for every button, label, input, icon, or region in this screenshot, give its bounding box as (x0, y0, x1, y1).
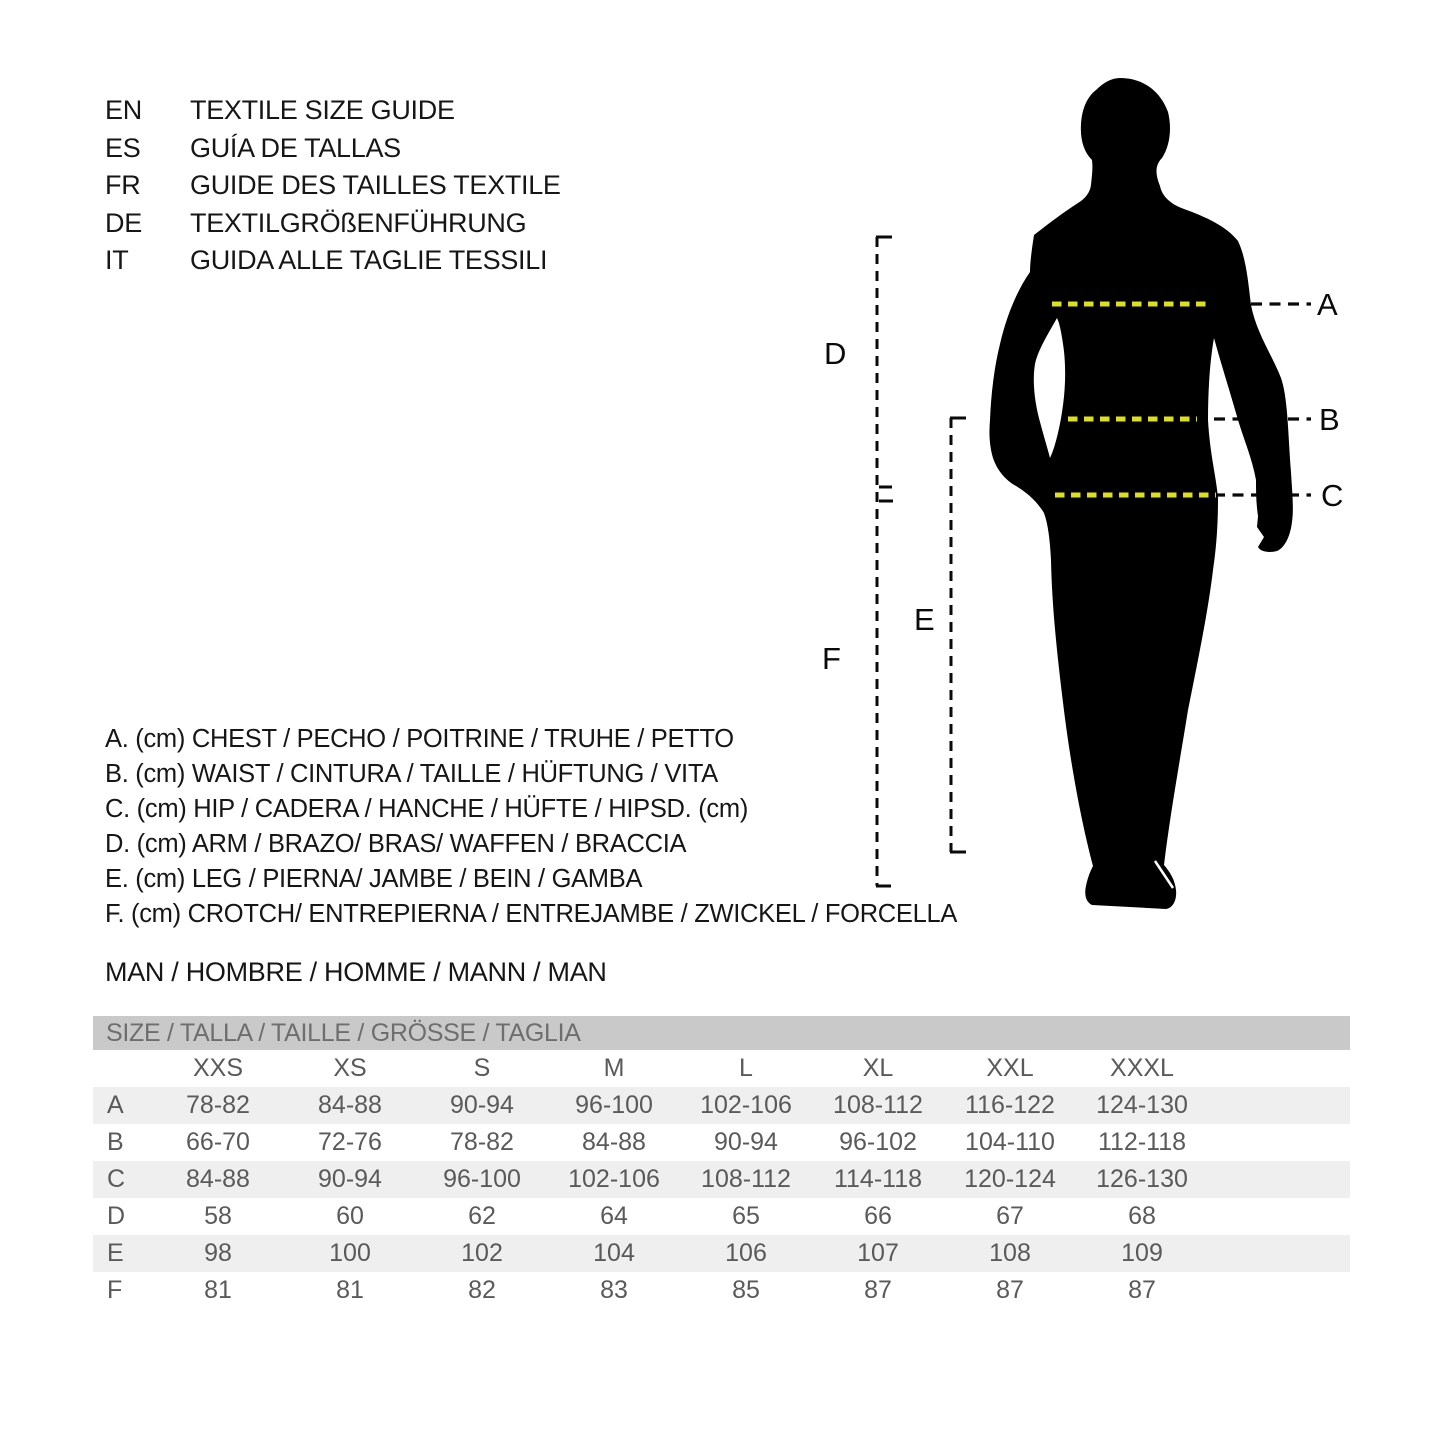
size-value: 60 (336, 1202, 364, 1230)
size-value: 62 (468, 1202, 496, 1230)
vertical-measure-lines (876, 237, 966, 886)
language-code: IT (105, 245, 129, 276)
size-value: 78-82 (186, 1091, 250, 1119)
size-value: 120-124 (964, 1165, 1056, 1193)
size-value: 85 (732, 1276, 760, 1304)
size-value: 108-112 (701, 1165, 791, 1193)
guide-title: GUÍA DE TALLAS (190, 132, 401, 163)
table-row (93, 1198, 1350, 1235)
row-label: F (107, 1276, 123, 1304)
size-value: 84-88 (582, 1128, 646, 1156)
size-value: 100 (329, 1239, 371, 1267)
measure-line: D. (cm) ARM / BRAZO/ BRAS/ WAFFEN / BRACCIA (105, 830, 687, 858)
label-chest: A (1317, 287, 1338, 322)
size-value: 87 (1128, 1276, 1156, 1304)
size-value: 81 (336, 1276, 364, 1304)
size-value: 72-76 (318, 1128, 382, 1156)
label-leg: E (914, 602, 935, 637)
size-table-body (93, 1087, 1350, 1309)
size-value: 102 (461, 1239, 503, 1267)
table-row (93, 1087, 1350, 1124)
size-value: 102-106 (700, 1091, 792, 1119)
table-row (93, 1272, 1350, 1309)
size-value: 64 (600, 1202, 628, 1230)
size-value: 112-118 (1097, 1128, 1187, 1156)
label-waist: B (1319, 402, 1340, 437)
size-column-header: S (473, 1054, 491, 1082)
size-value: 81 (204, 1276, 232, 1304)
table-row (93, 1235, 1350, 1272)
size-column-header: M (603, 1054, 625, 1082)
size-column-header: XXS (192, 1054, 244, 1082)
size-column-header: L (739, 1054, 753, 1082)
size-value: 96-102 (839, 1128, 917, 1156)
size-value: 109 (1121, 1239, 1163, 1267)
size-value: 78-82 (450, 1128, 514, 1156)
gender-line: MAN / HOMBRE / HOMME / MANN / MAN (105, 957, 607, 987)
measure-line: F. (cm) CROTCH/ ENTREPIERNA / ENTREJAMBE / ZWICKEL / FORCELLA (105, 900, 958, 928)
size-value: 87 (996, 1276, 1024, 1304)
size-value: 68 (1128, 1202, 1156, 1230)
row-label: B (107, 1128, 124, 1156)
size-value: 114-118 (833, 1165, 923, 1193)
guide-title: GUIDE DES TAILLES TEXTILE (190, 170, 561, 201)
guide-title: GUIDA ALLE TAGLIE TESSILI (190, 245, 548, 276)
language-code: ES (105, 132, 141, 163)
row-label: D (107, 1202, 126, 1230)
size-value: 83 (600, 1276, 628, 1304)
size-value: 108-112 (833, 1091, 923, 1119)
size-value: 124-130 (1096, 1091, 1188, 1119)
size-value: 102-106 (568, 1165, 660, 1193)
table-row (93, 1161, 1350, 1198)
language-code: EN (105, 95, 142, 126)
size-value: 108 (989, 1239, 1031, 1267)
size-table (93, 1016, 1350, 1309)
size-value: 65 (732, 1202, 760, 1230)
size-value: 126-130 (1096, 1165, 1188, 1193)
size-value: 98 (204, 1239, 232, 1267)
language-code: FR (105, 170, 141, 201)
size-value: 84-88 (318, 1091, 382, 1119)
label-hip: C (1321, 478, 1344, 513)
size-value: 58 (204, 1202, 232, 1230)
size-value: 84-88 (186, 1165, 250, 1193)
size-value: 106 (725, 1239, 767, 1267)
size-value: 66 (864, 1202, 892, 1230)
row-label: C (107, 1165, 126, 1193)
size-value: 104-110 (965, 1128, 1055, 1156)
guide-title: TEXTILGRÖßENFÜHRUNG (190, 207, 527, 238)
measure-line: E. (cm) LEG / PIERNA/ JAMBE / BEIN / GAMBA (105, 865, 643, 893)
measure-line: A. (cm) CHEST / PECHO / POITRINE / TRUHE / PETTO (105, 725, 734, 753)
size-table-header-row (93, 1050, 1350, 1087)
size-column-header: XS (333, 1054, 367, 1082)
size-table-title: SIZE / TALLA / TAILLE / GRÖSSE / TAGLIA (93, 1016, 1350, 1050)
size-value: 96-100 (575, 1091, 653, 1119)
size-value: 107 (857, 1239, 899, 1267)
measure-line: B. (cm) WAIST / CINTURA / TAILLE / HÜFTUNG / VITA (105, 760, 718, 788)
size-value: 82 (468, 1276, 496, 1304)
size-value: 90-94 (450, 1091, 514, 1119)
size-value: 90-94 (714, 1128, 778, 1156)
size-value: 90-94 (318, 1165, 382, 1193)
size-value: 116-122 (965, 1091, 1055, 1119)
size-column-header: XL (862, 1054, 894, 1082)
size-value: 87 (864, 1276, 892, 1304)
row-label: A (107, 1091, 124, 1119)
measure-line: C. (cm) HIP / CADERA / HANCHE / HÜFTE / HIPSD. (cm) (105, 795, 749, 823)
row-label: E (107, 1239, 124, 1267)
size-value: 96-100 (443, 1165, 521, 1193)
size-value: 66-70 (186, 1128, 250, 1156)
guide-title: TEXTILE SIZE GUIDE (190, 95, 455, 126)
size-value: 67 (996, 1202, 1024, 1230)
size-column-header: XXXL (1110, 1054, 1174, 1082)
table-row (93, 1124, 1350, 1161)
label-crotch: F (822, 641, 841, 676)
size-value: 104 (593, 1239, 635, 1267)
label-arm: D (824, 336, 847, 371)
size-column-header: XXL (986, 1054, 1034, 1082)
language-code: DE (105, 207, 142, 238)
